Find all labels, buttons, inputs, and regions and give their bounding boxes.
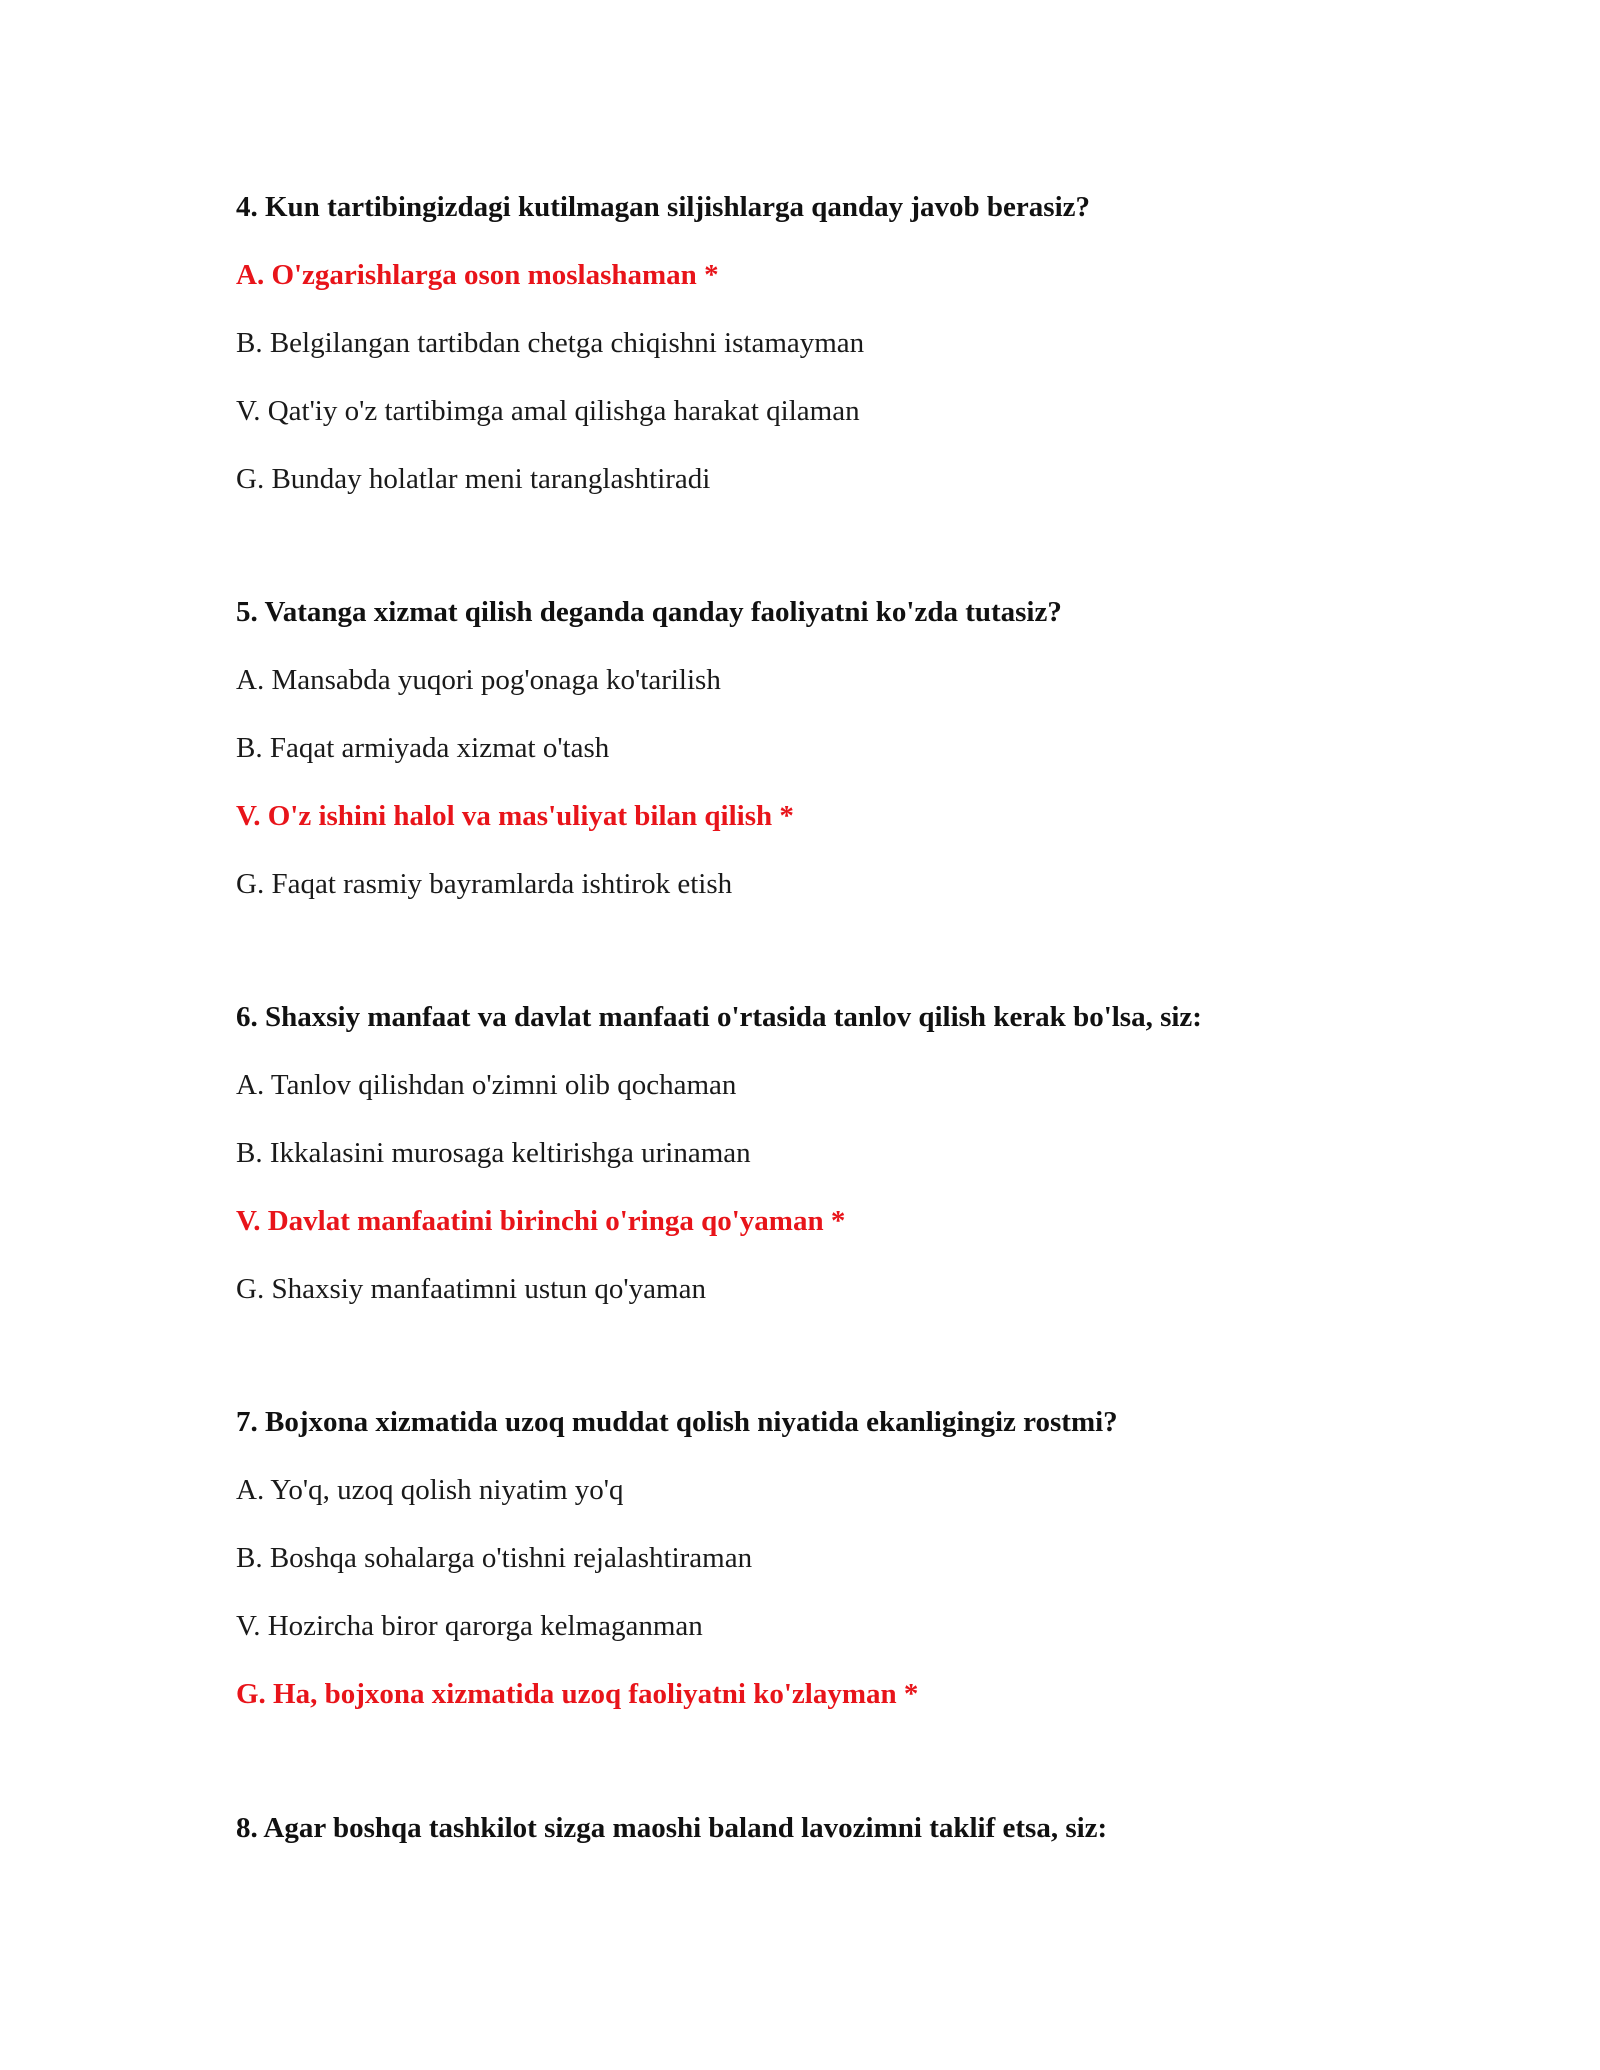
- question-5: [236, 595, 1436, 901]
- question-7-option-g: G. Ha, bojxona xizmatida uzoq faoliyatni ko'zlayman *: [236, 1678, 919, 1710]
- question-6-option-a: A. Tanlov qilishdan o'zimni olib qochaman: [236, 1069, 737, 1101]
- question-6-option-g: G. Shaxsiy manfaatimni ustun qo'yaman: [236, 1273, 706, 1305]
- question-8: [236, 1811, 1436, 1845]
- question-6-option-v: V. Davlat manfaatini birinchi o'ringa qo'yaman *: [236, 1205, 846, 1237]
- question-7-text: 7. Bojxona xizmatida uzoq muddat qolish niyatida ekanligingiz rostmi?: [236, 1406, 1118, 1438]
- question-5-option-a: A. Mansabda yuqori pog'onaga ko'tarilish: [236, 664, 721, 696]
- question-4: [236, 190, 1436, 496]
- question-7-option-a: A. Yo'q, uzoq qolish niyatim yo'q: [236, 1474, 624, 1506]
- question-5-option-b: B. Faqat armiyada xizmat o'tash: [236, 732, 610, 764]
- question-4-option-v: V. Qat'iy o'z tartibimga amal qilishga harakat qilaman: [236, 395, 860, 427]
- question-7-option-b: B. Boshqa sohalarga o'tishni rejalashtiraman: [236, 1542, 753, 1574]
- question-5-option-g: G. Faqat rasmiy bayramlarda ishtirok etish: [236, 868, 733, 900]
- question-6-option-b: B. Ikkalasini murosaga keltirishga urinaman: [236, 1137, 751, 1169]
- question-6-text: 6. Shaxsiy manfaat va davlat manfaati o'rtasida tanlov qilish kerak bo'lsa, siz:: [236, 1001, 1202, 1033]
- question-4-option-a: A. O'zgarishlarga oson moslashaman *: [236, 259, 719, 291]
- question-4-text: 4. Kun tartibingizdagi kutilmagan siljishlarga qanday javob berasiz?: [236, 191, 1091, 223]
- question-4-option-g: G. Bunday holatlar meni taranglashtiradi: [236, 463, 711, 495]
- question-6: [236, 1000, 1436, 1306]
- question-8-text: 8. Agar boshqa tashkilot sizga maoshi baland lavozimni taklif etsa, siz:: [236, 1812, 1108, 1844]
- question-7-option-v: V. Hozircha biror qarorga kelmaganman: [236, 1610, 703, 1642]
- question-5-text: 5. Vatanga xizmat qilish deganda qanday faoliyatni ko'zda tutasiz?: [236, 596, 1062, 628]
- question-4-option-b: B. Belgilangan tartibdan chetga chiqishni istamayman: [236, 327, 865, 359]
- question-7: [236, 1405, 1436, 1711]
- question-5-option-v: V. O'z ishini halol va mas'uliyat bilan qilish *: [236, 800, 794, 832]
